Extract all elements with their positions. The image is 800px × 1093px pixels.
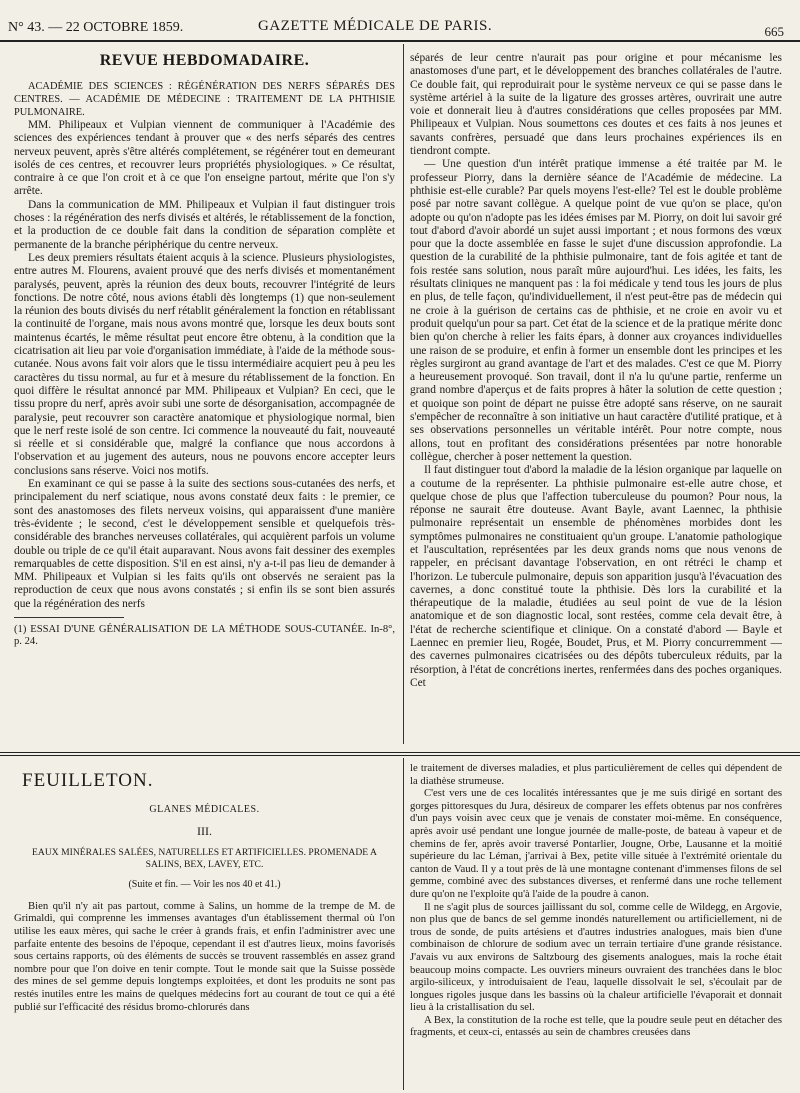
- feuilleton-heading: EAUX MINÉRALES SALÉES, NATURELLES ET ARTIFICIELLES. PROMENADE A SALINS, BEX, LAVEY, ETC.: [32, 847, 377, 871]
- page-number: 665: [764, 24, 784, 39]
- revue-left-column: [14, 44, 395, 744]
- feuilleton-note: (Suite et fin. — Voir les nos 40 et 41.): [128, 879, 281, 891]
- feuilleton-divider: [403, 758, 404, 1090]
- feuilleton-title: FEUILLETON.: [22, 770, 154, 791]
- paragraph: A Bex, la constitution de la roche est telle, que la poudre seule peut en détacher des fragments, et ceux-ci, entassés au sein de chambres creusées dans: [410, 1013, 782, 1039]
- paragraph: Il faut distinguer tout d'abord la maladie de la lésion organique par laquelle on a coutume de la représenter. La phthisie pulmonaire est-elle autre chose, et quelque chose de plus que l'affection tuberculeuse du poumon? Pour nous, la réponse ne saurait être douteuse. Avant Bayle, avant Laennec, la phthisie pulmonaire représentait un ensemble de phénomènes morbides dont les symptômes pulmonaires ne constituaient qu'un groupe. L'anatomie pathologique et l'auscultation, représentées par les deux grands noms que nous venons de rappeler, en précisant davantage l'observation, en ont rétréci le champ et l'horizon. Le tubercule pulmonaire, depuis son apparition jusqu'à l'évacuation des cavernes, a donc constitué toute la phthisie. Dès lors la curabilité et la thérapeutique de la maladie, étudiées au seul point de vue de la lésion anatomique et de son diagnostic local, sont restées, comme cela devait être, à l'état de recherche scientifique et clinique. On a constaté d'abord — Bayle et Laennec en premier lieu, Rogée, Boudet, Prus, et M. Piorry concurremment — des cavernes pulmonaires cicatrisées ou des dépôts tuberculeux réduits, par la résorption, à l'état de concrétions inertes, renfermées dans des poches organiques. Cet: [410, 464, 782, 689]
- footnote: (1) ESSAI D'UNE GÉNÉRALISATION DE LA MÉTHODE SOUS-CUTANÉE. In-8°, p. 24.: [14, 623, 395, 648]
- paragraph: — Une question d'un intérêt pratique immense a été traitée par M. le professeur Piorry, dans la dernière séance de l'Académie de médecine. La phthisie est-elle curable? Par quels moyens l'est-elle? Tel est le double problème posé par notre savant collègue. A quelque point de vue qu'on se place, qu'on adopte ou qu'on n'adopte pas les idées émises par M. Piorry, on doit lui savoir gré tout d'abord d'avoir abordé un sujet aussi important ; et nous formons des vœux pour que la docte assemblée en fasse le sujet d'une discussion approfondie. La question de la curabilité de la phthisie pulmonaire, tant de fois agitée et tant de fois restée sans solution, nous paraît mûre aujourd'hui. Les idées, les faits, les résultats cliniques ne manquent pas : la foi médicale y tend tous les jours de plus en plus, de telle façon, qu'individuellement, il n'est peut-être pas de médecin qui ne croie à la guérison de certains cas de phthisie, et ne croie en avoir vu et produit quelqu'un pour sa part. Cet état de la science et de la pratique mérite donc bien qu'on cherche à relier les faits épars, à donner aux croyances individuelles une raison de se produire, et enfin à former un ensemble dont les principes et les règles surgiront au grand avantage de l'art et des malades. C'est ce que M. Piorry a heureusement provoqué. Son travail, dont il n'a lu qu'une partie, renferme un grand nombre d'aperçus et de faits propres à hâter la solution de cette question ; et quoique son point de départ ne puisse être adopté sans réserve, on ne saurait s'empêcher de reconnaître à son initiative un haut caractère d'utilité pratique, et à ses observations personnelles un véritable intérêt. Pour notre compte, nous allons, tout en profitant des considérations présentées par notre honorable collègue, chercher à poser nettement la question.: [410, 158, 782, 463]
- feuilleton-number: III.: [197, 823, 212, 838]
- feuilleton-right-text: [410, 762, 782, 1039]
- revue-left-text: [14, 119, 395, 611]
- revue-title: REVUE HEBDOMADAIRE.: [99, 52, 310, 69]
- feuilleton-right-column: [410, 762, 782, 1090]
- feuilleton-subtitle: GLANES MÉDICALES.: [149, 804, 260, 815]
- feuilleton-left-text: [14, 900, 395, 1013]
- issue-date: N° 43. — 22 OCTOBRE 1859.: [8, 20, 184, 35]
- feuilleton-left-column: [14, 758, 395, 1090]
- paragraph: Dans la communication de MM. Philipeaux et Vulpian il faut distinguer trois choses : la régénération des nerfs divisés et altérés, le rétablissement de la fonction, et la production de ce double fait dans la condition de séparation complète et permanente de la branche périphérique du centre nerveux.: [14, 198, 395, 251]
- paragraph: le traitement de diverses maladies, et plus particulièrement de celles qui dépendent de la diathèse strumeuse.: [410, 762, 782, 787]
- paragraph: Bien qu'il n'y ait pas partout, comme à Salins, un homme de la trempe de M. de Grimaldi, qui comprenne les immenses avantages d'un établissement thermal où l'on utilise les eaux mères, qui sache le créer à grands frais, et enfin l'administrer avec une parfaite entente des besoins de l'époque, cependant il est d'autres lieux, moins favorisés sous certains rapports, où des éléments de succès se trouvent rassemblés en assez grand nombre pour que l'on doive en tenir compte. Tout le monde sait que la Suisse possède des mines de sel gemme depuis longtemps exploitées, et dont les produits ne sont pas restés inutiles entre les mains de quelques médecins fort au courant de tout ce qui a été publié sur l'efficacité des résidus bromo-chlorurés dans: [14, 899, 395, 1013]
- section-rule-1: [0, 752, 800, 753]
- footnote-rule: [14, 617, 124, 618]
- revue-right-text: [410, 52, 782, 690]
- revue-subhead: ACADÉMIE DES SCIENCES : RÉGÉNÉRATION DES NERFS SÉPARÉS DES CENTRES. — ACADÉMIE DE MÉDECINE : TRAITEMENT DE LA PHTHISIE PULMONAIRE.: [14, 81, 395, 118]
- column-divider: [403, 44, 404, 744]
- section-rule-2: [0, 755, 800, 756]
- paragraph: Les deux premiers résultats étaient acquis à la science. Plusieurs physiologistes, entre autres M. Flourens, avaient prouvé que des nerfs divisés et momentanément paralysés, peuvent, après la réunion des deux bouts, recouvrer l'intégrité de leurs fonctions. De notre côté, nous avions établi dès longtemps (1) que non-seulement la réunion des bouts divisés du nerf rétablit généralement la fonction en rétablissant la continuité de l'organe, mais nous avons montré que, lorsque les deux bouts sont maintenus écartés, le même résultat peut encore être obtenu, à la condition que la cicatrisation ait lieu par voie d'organisation immédiate, à l'aide de la méthode sous-cutanée. Nous avons fait voir alors que le tissu intermédiaire acquiert peu à peu les caractères du tissu normal, au fur et à mesure du rétablissement de la fonction. En quoi diffère le résultat annoncé par MM. Philipeaux et Vulpian? En ceci, que le tissu propre du nerf, après avoir subi une sorte de désorganisation, accompagnée de paralysie, peut recouvrer son caractère anatomique et physiologique normal, bien que le nerf reste isolé de son centre. Ici commence la nouveauté du fait, nouveauté si réelle et si considérable que, malgré la confiance que nous accordons à l'observation et au jugement des auteurs, nous ne pouvons encore accepter leurs conclusions sans réserve. Voici nos motifs.: [14, 251, 395, 477]
- paragraph: Il ne s'agit plus de sources jaillissant du sol, comme celle de Wildegg, en Argovie, non plus que de bancs de sel gemme inondés naturellement ou artificiellement, ni de trous de sonde, de puits artésiens et d'autres industries analogues, mais bien d'une combinaison de chlorure de sodium avec un terrain tertiaire d'une grande résistance. J'avais vu aux environs de Saltzbourg des gisements analogues, mais la roche était beaucoup moins compacte. Les ouvriers mineurs ouvraient des tranchées dans le bloc argilo-siliceux, y introduisaient de l'eau, laquelle dissolvait le sel, s'écoulait par de longues rigoles jusque dans les bassins où la chaleur artificielle l'évaporait et donnait lieu à la cristallisation du sel.: [410, 900, 782, 1014]
- paragraph: MM. Philipeaux et Vulpian viennent de communiquer à l'Académie des sciences des expériences tendant à prouver que « des nerfs séparés des centres nerveux peuvent, après s'être altérés complétement, se régénérer tout en demeurant isolés de ces centres, et recouvrer leurs propriétés physiologiques. » Ce résultat, contraire à ce que l'on croit et à ce que l'on enseigne partout, mérite que l'on s'y arrête.: [14, 119, 395, 198]
- revue-right-column: [410, 52, 782, 746]
- header-rule: [0, 40, 800, 42]
- paragraph: En examinant ce qui se passe à la suite des sections sous-cutanées des nerfs, et principalement du nerf sciatique, nous avons constaté deux faits : le premier, ce sont des anastomoses des filets nerveux voisins, qui apparaissent d'une manière très-évidente ; le second, c'est le développement sensible et quelquefois très-considérable des branches nerveuses collatérales, qui acquièrent parfois un volume double ou triple de ce qu'il était auparavant. Nous avons fait dessiner des exemples remarquables de cette disposition. S'il en est ainsi, n'y a-t-il pas lieu de demander à MM. Philipeaux et Vulpian si les faits qu'ils ont observés ne seraient pas la reproduction de ceux que nous avons constatés ; si enfin ils se sont bien assurés que la régénération des nerfs: [14, 478, 395, 610]
- paragraph: C'est vers une de ces localités intéressantes que je me suis dirigé en sortant des gorges pittoresques du Jura, désireux de comparer les effets obtenus par nos confrères d'un pays voisin avec ceux que je venais de constater moi-même. En conséquence, après avoir usé pendant une longue journée de malle-poste, de bateau à vapeur et de chemins de fer, après avoir traversé Pontarlier, Jougne, Orbe, Lausanne et la moitié supérieure du lac Léman, j'arrivai à Bex, petite ville située à l'extrémité orientale du canton de Vaud. Il y a tout près de là une montagne contenant d'immenses filons de sel gemme, combiné avec des substances diverses, et renfermé dans une roche tellement dure qu'on ne l'exploite qu'à l'aide de la poudre à canon.: [410, 787, 782, 900]
- paragraph: séparés de leur centre n'aurait pas pour origine et pour mécanisme les anastomoses d'une part, et le développement des branches collatérales de l'autre. Ce double fait, qui reproduirait pour le système nerveux ce qui se passe dans le système artériel à la suite de la ligature des grosses artères, ouvrirait une autre voie et donnerait lieu à d'autres considérations que celles proposées par MM. Philipeaux et Vulpian. Nous soumettons ces doutes et ces faits à nos jeunes et savants confrères, persuadé que dans leurs prochaines expériences ils en tiendront compte.: [410, 52, 782, 158]
- journal-title: GAZETTE MÉDICALE DE PARIS.: [258, 18, 493, 34]
- page-header: [8, 14, 784, 40]
